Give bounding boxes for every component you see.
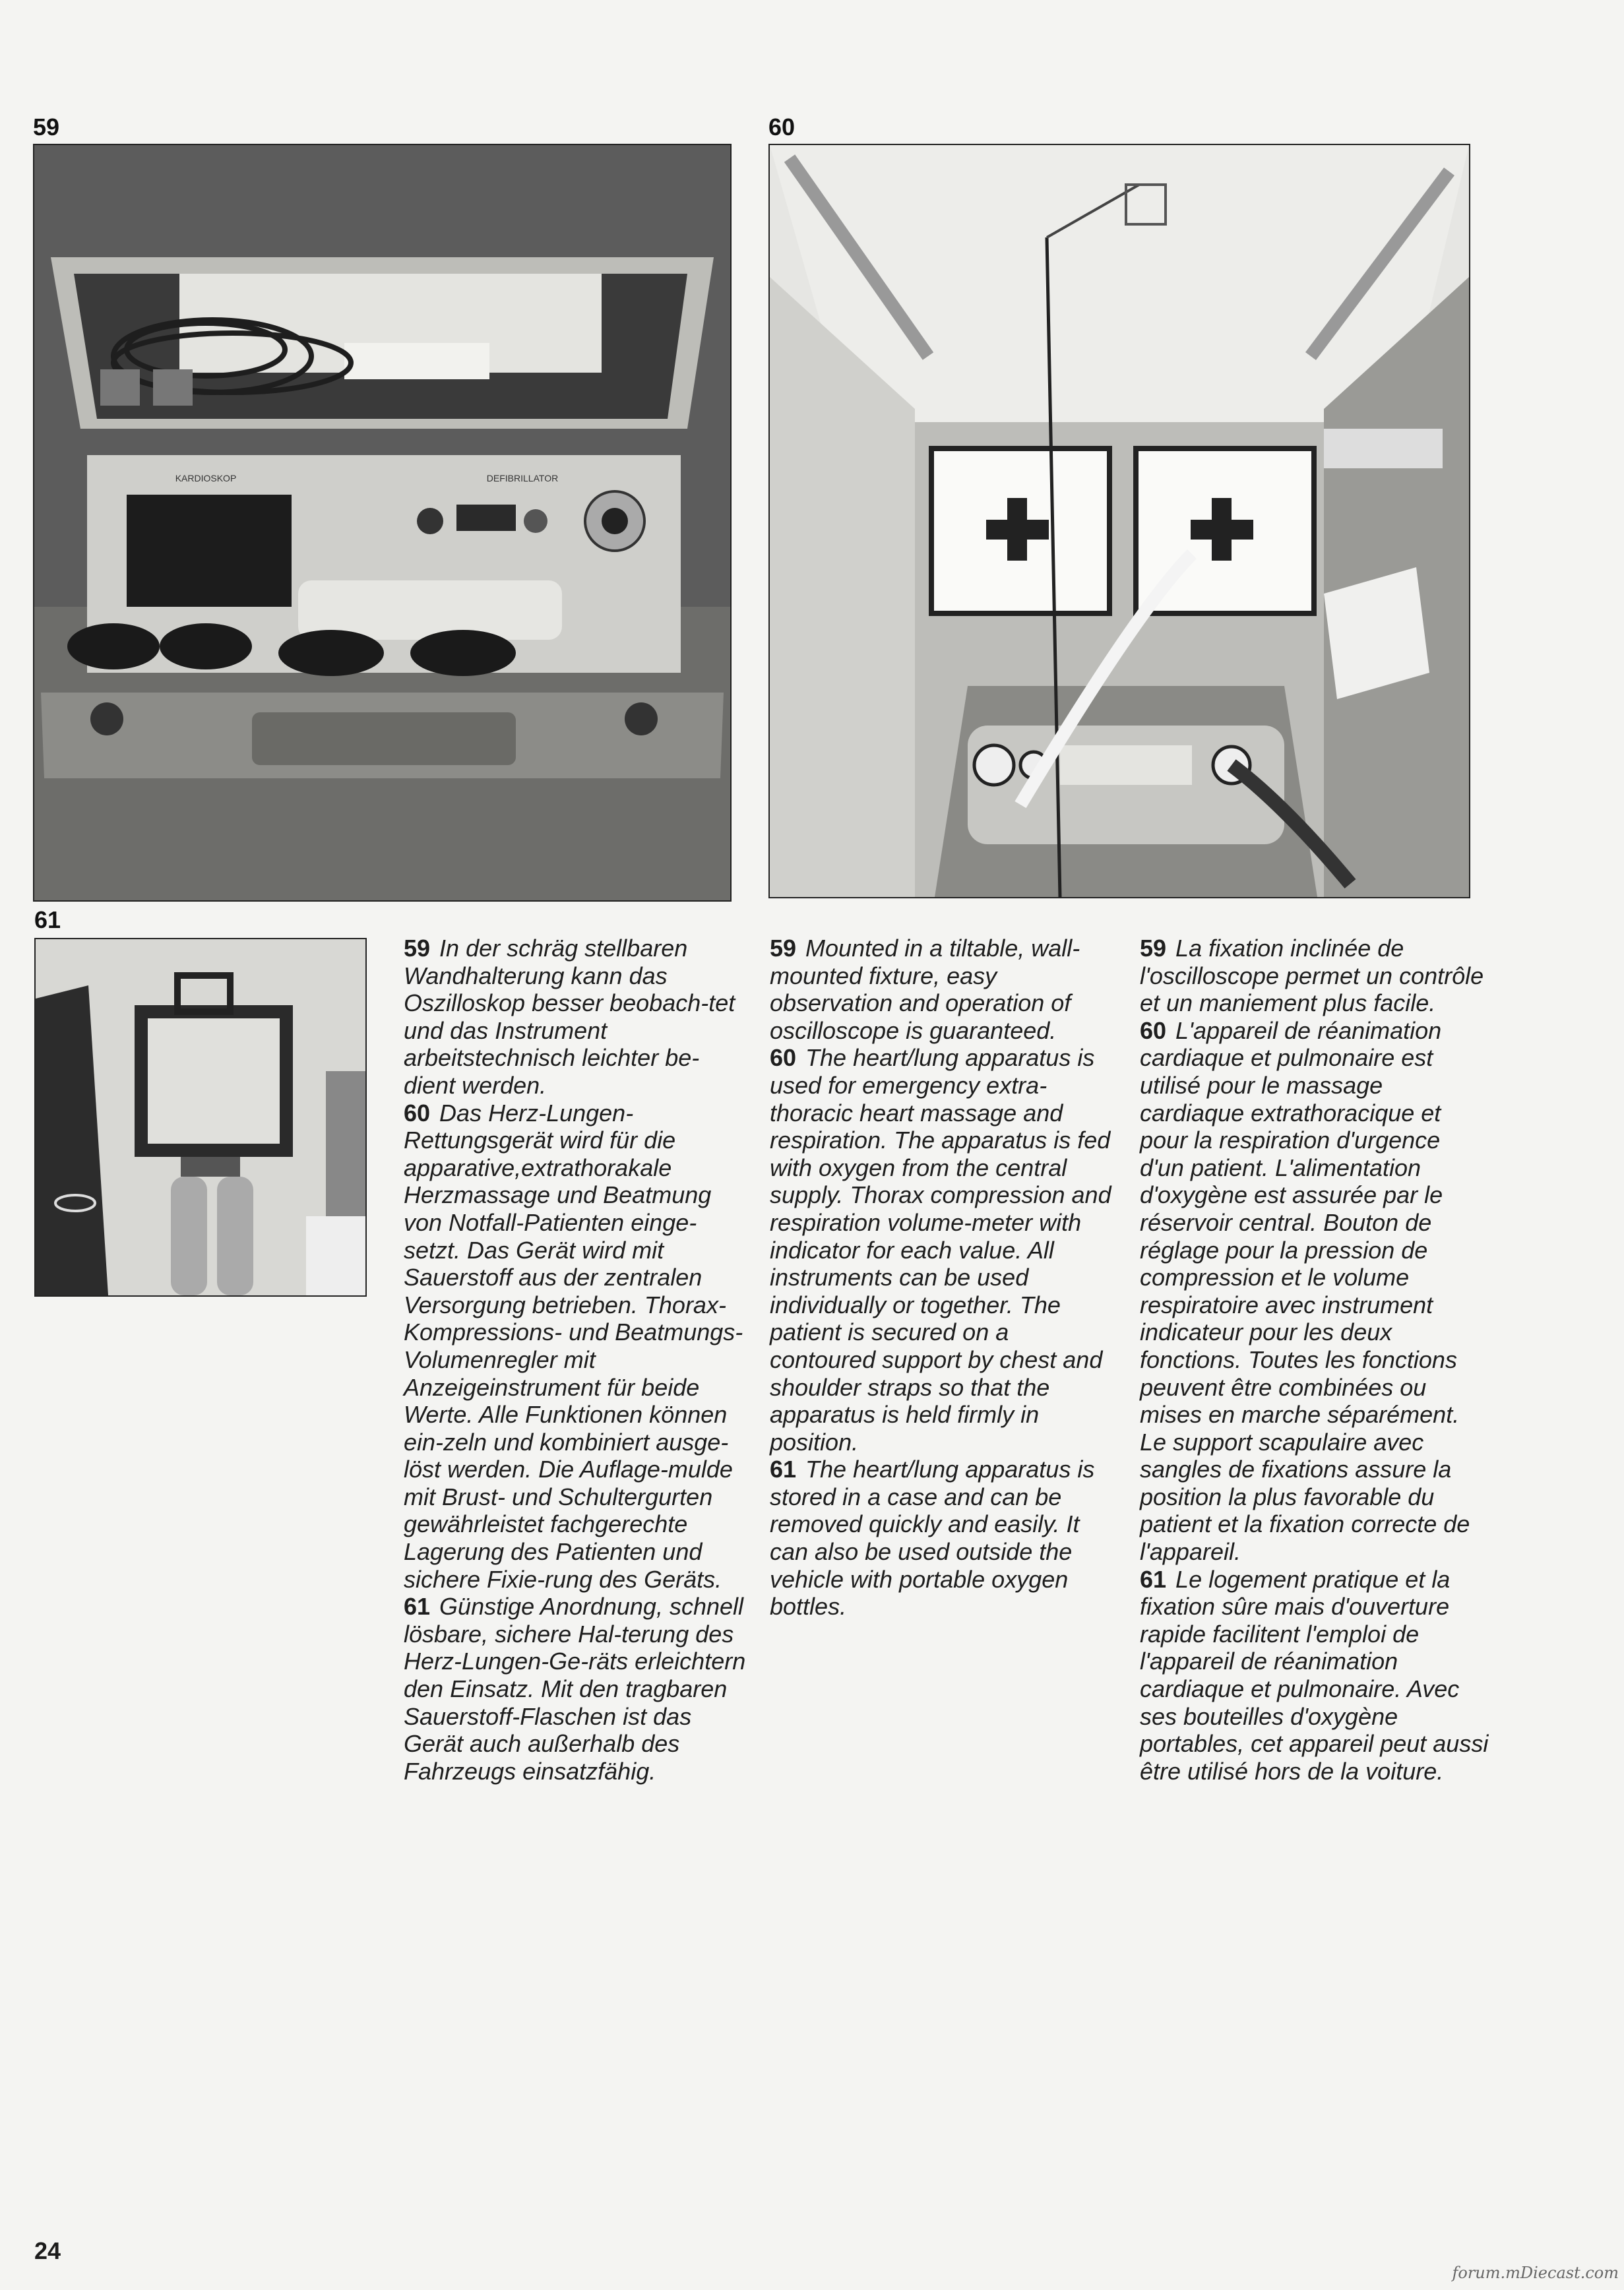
caption-number: 61 (770, 1456, 797, 1483)
caption-text: Günstige Anordnung, schnell lösbare, sichere Hal-terung des Herz-Lungen-Ge-räts erleichtern den Einsatz. Mit den tragbaren Sauerstoff-Flaschen ist das Gerät auch außerhalb des Fahrzeugs einsatzfähig. (404, 1593, 746, 1785)
photo-ambulance-interior (768, 144, 1470, 898)
defibrillator-label: DEFIBRILLATOR (486, 473, 559, 483)
caption-en-61 (770, 1456, 1113, 1621)
caption-column-german (404, 935, 747, 1785)
figure-61-label: 61 (34, 906, 61, 933)
caption-number: 61 (404, 1593, 431, 1621)
caption-fr-61 (1140, 1566, 1489, 1785)
caption-text: Le logement pratique et la fixation sûre mais d'ouverture rapide facilitent l'emploi de l'appareil de réanimation cardiaque et pulmonaire. Avec ses bouteilles d'oxygène portables, cet appareil peut aussi être utilisé hors de la voiture. (1140, 1565, 1489, 1785)
photo-wall-mount-oxygen (34, 938, 367, 1297)
caption-number: 60 (1140, 1016, 1167, 1044)
caption-en-59 (770, 935, 1113, 1044)
caption-fr-60 (1140, 1017, 1489, 1566)
caption-number: 59 (1140, 935, 1167, 962)
photo-defibrillator-case (33, 144, 732, 902)
caption-text: The heart/lung apparatus is stored in a case and can be removed quickly and easily. It can also be used outside the vehicle with portable oxygen bottles. (770, 1456, 1095, 1621)
page-number: 24 (34, 2237, 61, 2264)
caption-text: Das Herz-Lungen-Rettungsgerät wird für die apparative,extrathorakale Herzmassage und Beatmung von Notfall-Patienten einge-setzt. Das Gerät wird mit Sauerstoff aus der zentralen Versorgung betrieben. Thorax-Kompressions- und Beatmungs-Volumenregler mit Anzeigeinstrument für beide Werte. Alle Funktionen können ein-zeln und kombiniert ausge-löst werden. Die Auflage-mulde mit Brust- und Schultergurten gewährleistet fachgerechte Lagerung des Patienten und sichere Fixie-rung des Geräts. (404, 1099, 743, 1593)
caption-number: 59 (404, 935, 431, 962)
caption-number: 60 (770, 1044, 797, 1072)
caption-de-59 (404, 935, 747, 1099)
caption-number: 60 (404, 1099, 431, 1127)
caption-fr-59 (1140, 935, 1489, 1017)
figure-59-label: 59 (33, 113, 60, 140)
caption-en-60 (770, 1044, 1113, 1456)
figure-60-label: 60 (768, 113, 796, 140)
caption-text: Mounted in a tiltable, wall-mounted fixture, easy observation and operation of oscilloscope is guaranteed. (770, 935, 1080, 1044)
caption-de-60 (404, 1099, 747, 1594)
kardioskop-label: KARDIOSKOP (175, 473, 237, 483)
caption-text: In der schräg stellbaren Wandhalterung kann das Oszilloskop besser beobach-tet und das Instrument arbeitstechnisch leichter be-dient werden. (404, 935, 735, 1099)
caption-number: 59 (770, 935, 797, 962)
caption-column-english (770, 935, 1113, 1621)
caption-column-french (1140, 935, 1489, 1785)
caption-text: L'appareil de réanimation cardiaque et pulmonaire est utilisé pour le massage cardiaque extrathoracique et pour la respiration d'urgence d'un patient. L'alimentation d'oxygène est assurée par le réservoir central. Bouton de réglage pour la pression de compression et le volume respiratoire avec instrument indicateur pour les deux fonctions. Toutes les fonctions peuvent être combinées ou mises en marche séparément. Le support scapulaire avec sangles de fixations assure la position la plus favorable du patient et la fixation correcte de l'appareil. (1140, 1016, 1470, 1566)
caption-text: The heart/lung apparatus is used for emergency extra-thoracic heart massage and respiration. The apparatus is fed with oxygen from the central supply. Thorax compression and respiration volume-meter with indicator for each value. All instruments can be used individually or together. The patient is secured on a contoured support by chest and shoulder straps so that the apparatus is held firmly in position. (770, 1044, 1111, 1456)
caption-de-61 (404, 1593, 747, 1785)
caption-number: 61 (1140, 1565, 1167, 1593)
caption-text: La fixation inclinée de l'oscilloscope permet un contrôle et un maniement plus facile. (1140, 935, 1484, 1017)
watermark: forum.mDiecast.com (1452, 2264, 1619, 2282)
